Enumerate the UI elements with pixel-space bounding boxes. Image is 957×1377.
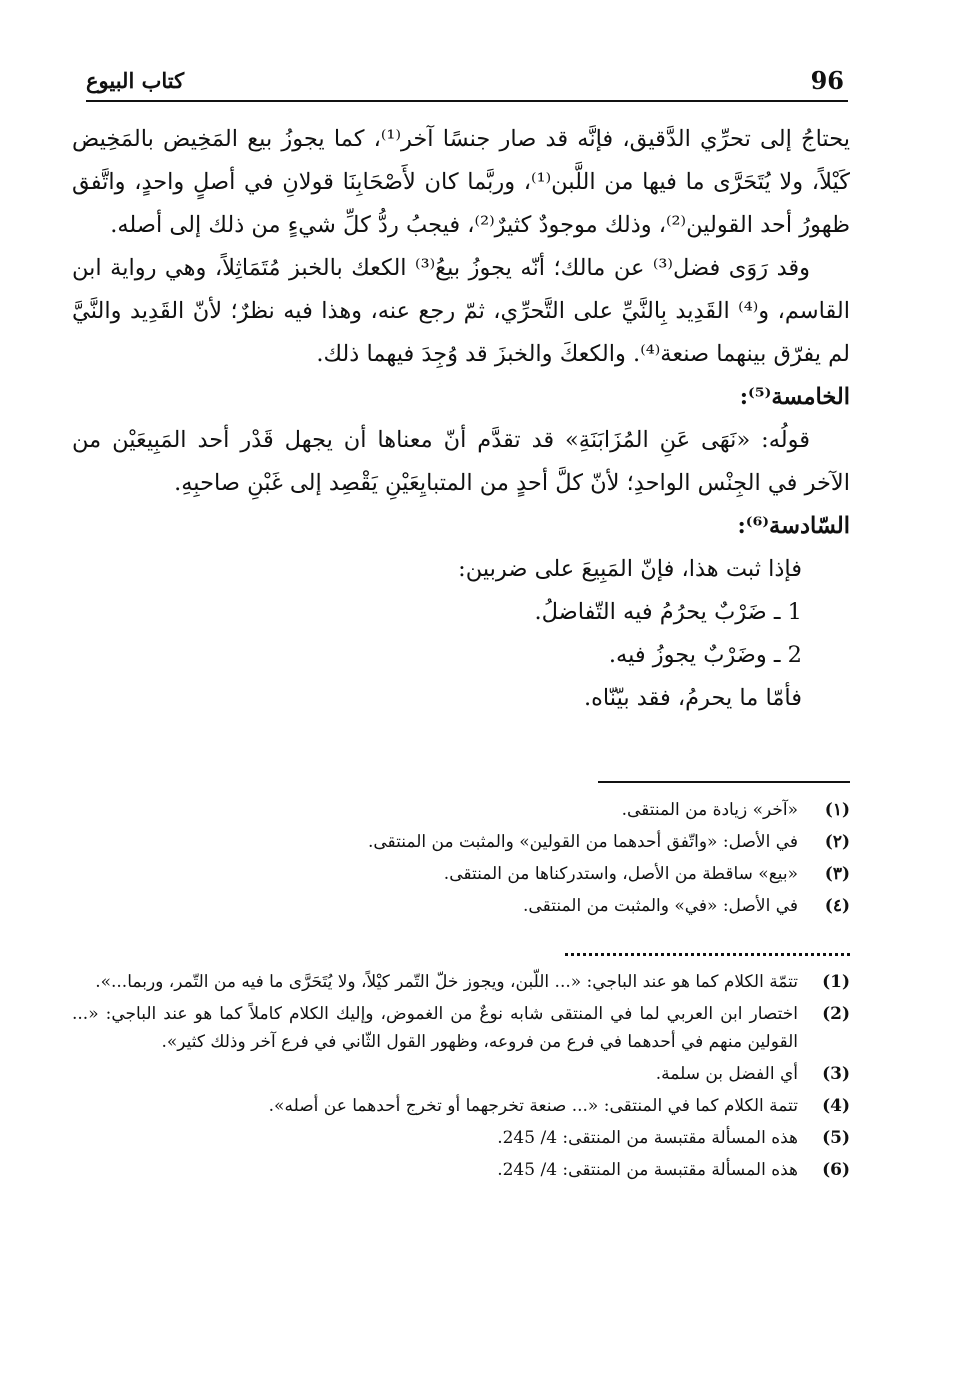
footnote	[72, 1156, 850, 1184]
list-conclusion: فأمّا ما يحرمُ، فقد بيّنّاه.	[583, 685, 802, 711]
footnote-separator	[598, 781, 850, 783]
footnote-number: (5)	[822, 1128, 850, 1148]
paragraph-3: قولُه: «نَهَى عَنِ المُزَابَنَةِ» قد تقدَّم أنّ معناها أن يجهل قَدْر أحد المَبِيعَيْن من الآخر في الجِنْس الواحدِ؛ لأنّ كلَّ أحدٍ من المتبايِعَيْنِ يَقْصِد إلى غَبْنِ صاحبِهِ.	[72, 427, 850, 496]
footnote-number: (1)	[822, 972, 850, 992]
footnote	[72, 892, 850, 920]
footnote-number: (2)	[822, 1004, 850, 1024]
footnote-text: اختصار ابن العربي لما في المنتقى شابه نوعٌ من الغموض، وإليك الكلام كاملاً كما هو عند الباجي: «... القولين منهم في أحدهما في فرع من فروعه، وظهور القول الثّاني في فرع آخر وذلك كثير».	[72, 1004, 798, 1052]
list-intro: فإذا ثبت هذا، فإنّ المَبِيعَ على ضربين:	[458, 556, 802, 582]
footnote-text: تتمّة الكلام كما هو عند الباجي: «... اللّبن، ويجوز خلّ التّمر كيْلاً، ولا يُتَحَرَّى ما فيه من التّمر، وربما...».	[95, 972, 798, 992]
footnote-text: في الأصل: «في» والمثبت من المنتقى.	[523, 896, 798, 916]
footnote	[72, 1092, 850, 1120]
footnote-text: هذه المسألة مقتبسة من المنتقى: 4/ 245.	[497, 1160, 798, 1180]
footnote	[72, 860, 850, 888]
footnote-text: أي الفضل بن سلمة.	[655, 1064, 798, 1084]
footnote-text: تتمة الكلام كما في المنتقى: «... صنعة تخرجهما أو تخرج أحدهما عن أصله».	[268, 1096, 798, 1116]
footnote	[72, 1124, 850, 1152]
footnote	[72, 828, 850, 856]
page-header	[86, 66, 848, 102]
running-title: كتاب البيوع	[86, 68, 185, 93]
footnote-number: (٣)	[824, 864, 850, 884]
footnote-text: «بيع» ساقطة من الأصل، واستدركناها من المنتقى.	[443, 864, 798, 884]
commentary-footnotes	[72, 968, 850, 1188]
list-item-2: 2 ـ وضَرْبٌ يجوزُ فيه.	[608, 642, 802, 668]
footnote-text: هذه المسألة مقتبسة من المنتقى: 4/ 245.	[497, 1128, 798, 1148]
footnote	[72, 1060, 850, 1088]
footnote-number: (4)	[822, 1096, 850, 1116]
footnote-number: (3)	[822, 1064, 850, 1084]
footnote	[72, 796, 850, 824]
footnote-number: (٢)	[824, 832, 850, 852]
list-item-1: 1 ـ ضَرْبٌ يحرُمُ فيه التّفاضلُ.	[534, 599, 802, 625]
editor-footnotes	[72, 796, 850, 924]
footnote-dotted-separator	[565, 953, 850, 956]
main-text	[72, 118, 850, 720]
footnote-text: «آخر» زيادة من المنتقى.	[621, 800, 798, 820]
footnote-number: (٤)	[824, 896, 850, 916]
footnote	[72, 1000, 850, 1056]
footnote-number: (6)	[822, 1160, 850, 1180]
footnote	[72, 968, 850, 996]
section-heading-fifth: الخامسة⁽⁵⁾:	[739, 384, 850, 410]
footnote-number: (١)	[824, 800, 850, 820]
paragraph-1: يحتاجُ إلى تحرِّي الدَّقيق، فإنَّه قد صار جنسًا آخر⁽¹⁾، كما يجوزُ بيع المَخِيض بالمَخِيض كَيْلاً، ولا يُتَحَرَّى ما فيها من اللَّبن⁽¹⁾، وربَّما كان لأَصْحَابِنَا قولانِ في أصلٍ واحدٍ، واتَّفق ظهورُ أحد القولين⁽²⁾، وذلك موجودٌ كثيرٌ⁽²⁾، فيجبُ ردُّ كلِّ شيءٍ من ذلك إلى أصله.	[72, 126, 851, 238]
footnote-text: في الأصل: «واتّفق أحدهما من القولين» والمثبت من المنتقى.	[367, 832, 798, 852]
page-number: 96	[810, 66, 844, 95]
division-list	[72, 548, 850, 720]
paragraph-2: وقد رَوَى فضل⁽³⁾ عن مالك؛ أنّه يجوزُ بيعُ⁽³⁾ الكعك بالخبز مُتَمَاثِلاً، وهي رواية ابن القاسم، و⁽⁴⁾ القَدِيد بِالنَّيِّ على التَّحرِّي، ثمّ رجع عنه، وهذا فيه نظرٌ؛ لأنّ القَدِيد والنَّيَّ لم يفرّق بينهما صنعة⁽⁴⁾. والكعكَ والخبزَ قد وُجِدَ فيهما ذلك.	[72, 255, 850, 367]
section-heading-sixth: السّادسة⁽⁶⁾:	[737, 513, 850, 539]
